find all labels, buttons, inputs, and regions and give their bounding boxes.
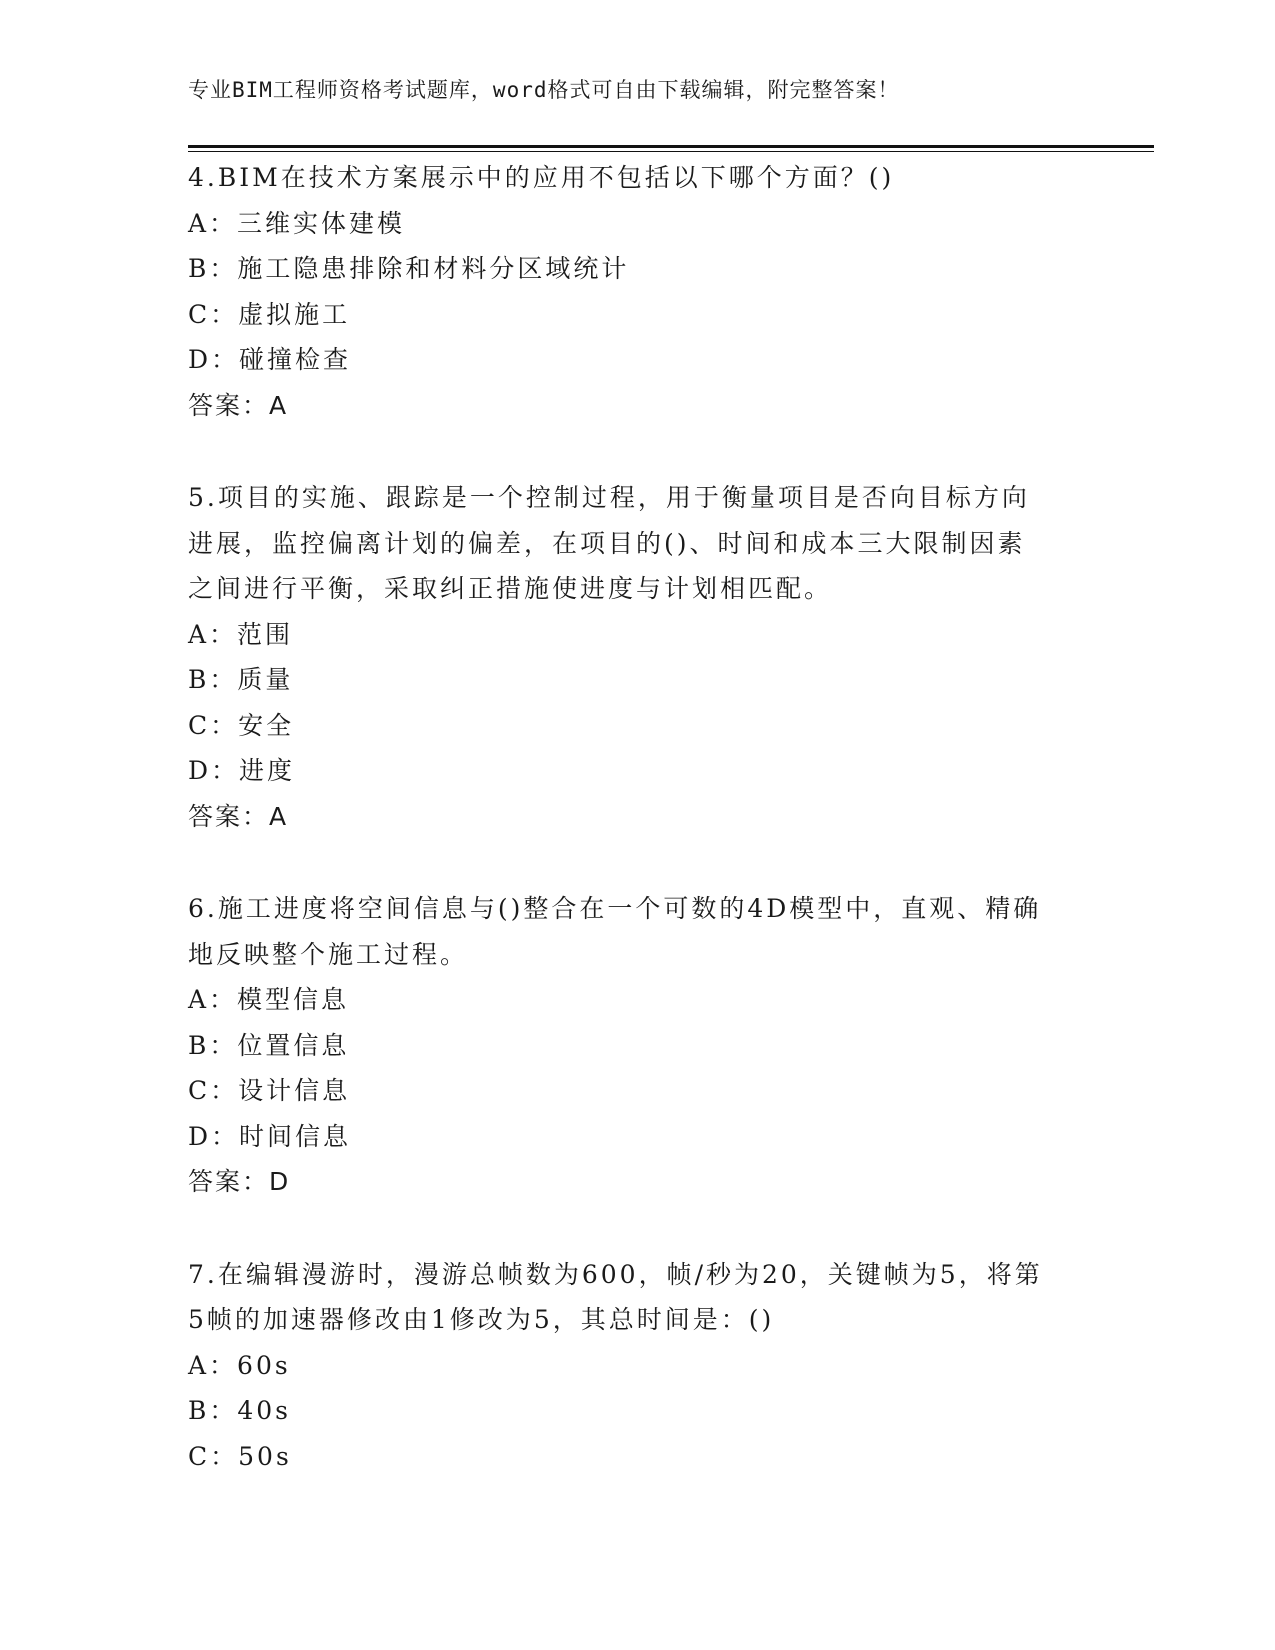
answer-line: 答案：A — [188, 390, 289, 420]
option-a: A：范围 — [188, 619, 294, 649]
question-list — [188, 155, 1088, 1479]
option-b: B：位置信息 — [188, 1030, 350, 1060]
option-c: C：设计信息 — [188, 1076, 351, 1105]
option-c: C：安全 — [188, 710, 295, 740]
header-rule-thick — [188, 145, 1154, 148]
page-header: 专业BIM工程师资格考试题库，word格式可自由下载编辑，附完整答案！ — [188, 78, 900, 102]
question-stem: 地反映整个施工过程。 — [188, 939, 469, 969]
question-5 — [188, 475, 1088, 839]
option-b: B：施工隐患排除和材料分区域统计 — [188, 254, 630, 283]
option-a: A：60s — [188, 1350, 291, 1380]
question-stem: 4.BIM在技术方案展示中的应用不包括以下哪个方面？() — [188, 163, 895, 192]
question-stem: 之间进行平衡，采取纠正措施使进度与计划相匹配。 — [188, 574, 833, 603]
question-7 — [188, 1252, 1088, 1480]
option-d: D：进度 — [188, 756, 296, 785]
option-a: A：三维实体建模 — [188, 208, 406, 238]
option-a: A：模型信息 — [188, 985, 350, 1014]
option-b: B：40s — [188, 1396, 292, 1425]
question-stem: 6.施工进度将空间信息与()整合在一个可数的4D模型中，直观、精确 — [188, 894, 1042, 923]
option-c: C：虚拟施工 — [188, 299, 351, 329]
question-stem: 7.在编辑漫游时，漫游总帧数为600，帧/秒为20，关键帧为5，将第 — [188, 1259, 1043, 1289]
option-c: C：50s — [188, 1441, 292, 1471]
header-rule-thin — [188, 151, 1154, 152]
question-4 — [188, 155, 1088, 428]
option-d: D：碰撞检查 — [188, 345, 352, 374]
answer-line: 答案：A — [188, 801, 289, 831]
question-stem: 5.项目的实施、跟踪是一个控制过程，用于衡量项目是否向目标方向 — [188, 483, 1030, 512]
option-b: B：质量 — [188, 665, 294, 694]
question-6 — [188, 886, 1088, 1205]
option-d: D：时间信息 — [188, 1121, 352, 1151]
answer-line: 答案：D — [188, 1167, 291, 1196]
question-stem: 5帧的加速器修改由1修改为5，其总时间是：() — [188, 1305, 775, 1334]
question-stem: 进展，监控偏离计划的偏差，在项目的()、时间和成本三大限制因素 — [188, 528, 1026, 558]
